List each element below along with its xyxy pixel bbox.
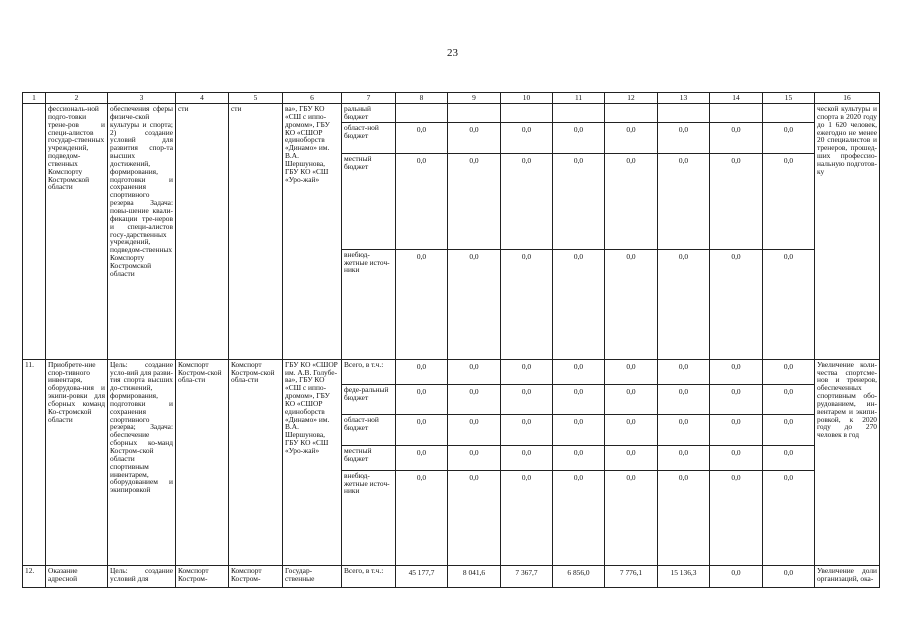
- funding-source-cell: местный бюджет: [342, 153, 396, 249]
- amount-cell: 0,0: [448, 249, 501, 359]
- amount-cell: 0,0: [501, 153, 553, 249]
- amount-cell: 0,0: [396, 359, 448, 384]
- participants-cell: ва», ГБУ КО «СШ с иппо-дромом», ГБУ КО «СШОР единоборств «Динамо» им. В.А. Шершунова, ГБУ КО «СШ «Уро-жай»: [283, 104, 342, 360]
- amount-cell: [658, 104, 710, 123]
- funding-source-cell: Всего, в т.ч.:: [342, 565, 396, 587]
- amount-cell: 0,0: [763, 153, 815, 249]
- amount-cell: 0,0: [501, 122, 553, 153]
- amount-cell: 0,0: [396, 470, 448, 565]
- participants-cell: ГБУ КО «СШОР им. А.В. Голубе-ва», ГБУ КО «СШ с иппо-дромом», ГБУ КО «СШОР единоборств «Динамо» им. В.А. Шершунова, ГБУ КО «СШ «Уро-жай»: [283, 359, 342, 565]
- column-number-11: 11: [553, 93, 605, 104]
- column-number-14: 14: [710, 93, 763, 104]
- goal-task-cell: Цель: создание усло-вий для разви-тия спорта высших до-стижений, формирования, подготовки и сохранения спортивного резерва; Задача: обеспечение сборных ко-манд Костром-ской области спортивным инвентарем, оборудованием и экипировкой: [108, 359, 176, 565]
- amount-cell: 7 776,1: [605, 565, 658, 587]
- result-indicator-cell: Увеличение коли-чества спортсме-нов и тренеров, обеспеченных спортивным обо-рудованием, ин-вентарем и экипи-ровкой, к 2020 году до 270 человек в год: [815, 359, 880, 565]
- amount-cell: 0,0: [605, 414, 658, 445]
- amount-cell: 8 041,6: [448, 565, 501, 587]
- amount-cell: 0,0: [553, 470, 605, 565]
- amount-cell: 0,0: [448, 384, 501, 414]
- amount-cell: 0,0: [710, 249, 763, 359]
- amount-cell: [710, 104, 763, 123]
- amount-cell: 0,0: [448, 470, 501, 565]
- amount-cell: 0,0: [553, 249, 605, 359]
- row-number-cell: [23, 104, 46, 360]
- executor-cell: Комспорт Костром-ской обла-сти: [229, 359, 283, 565]
- amount-cell: 0,0: [658, 122, 710, 153]
- amount-cell: 0,0: [501, 445, 553, 470]
- amount-cell: 0,0: [710, 384, 763, 414]
- amount-cell: 0,0: [396, 445, 448, 470]
- amount-cell: 0,0: [448, 122, 501, 153]
- amount-cell: 0,0: [658, 153, 710, 249]
- row-number-cell: 11.: [23, 359, 46, 565]
- amount-cell: 0,0: [710, 414, 763, 445]
- column-number-8: 8: [396, 93, 448, 104]
- amount-cell: 0,0: [396, 414, 448, 445]
- amount-cell: 0,0: [553, 359, 605, 384]
- column-number-13: 13: [658, 93, 710, 104]
- amount-cell: 0,0: [553, 122, 605, 153]
- amount-cell: 6 856,0: [553, 565, 605, 587]
- executor-cell: сти: [229, 104, 283, 360]
- customer-cell: Комспорт Костром-: [176, 565, 229, 587]
- column-number-12: 12: [605, 93, 658, 104]
- goal-task-cell: обеспечения сферы физиче-ской культуры и спорта; 2) создание условий для развития спор-та высших достижений, формирования, подготовки и сохранения спортивного резерва Задача: повы-шение квали-фикации тре-неров и специ-алистов госу-дарственных учреждений, подведом-ственных Комспорту Костромской области: [108, 104, 176, 360]
- funding-source-cell: ральный бюджет: [342, 104, 396, 123]
- amount-cell: 0,0: [658, 249, 710, 359]
- participants-cell: Государ-ственные: [283, 565, 342, 587]
- amount-cell: 0,0: [763, 445, 815, 470]
- amount-cell: 0,0: [605, 153, 658, 249]
- funding-source-cell: област-ной бюджет: [342, 122, 396, 153]
- column-number-15: 15: [763, 93, 815, 104]
- column-number-9: 9: [448, 93, 501, 104]
- funding-source-cell: внебюд-жетные источ-ники: [342, 249, 396, 359]
- row-number-cell: 12.: [23, 565, 46, 587]
- amount-cell: 0,0: [605, 384, 658, 414]
- amount-cell: 0,0: [501, 384, 553, 414]
- amount-cell: 0,0: [710, 122, 763, 153]
- executor-cell: Комспорт Костром-: [229, 565, 283, 587]
- budget-table: [22, 92, 880, 588]
- column-number-4: 4: [176, 93, 229, 104]
- amount-cell: 0,0: [448, 359, 501, 384]
- amount-cell: 0,0: [605, 359, 658, 384]
- column-number-16: 16: [815, 93, 880, 104]
- amount-cell: 0,0: [710, 445, 763, 470]
- table-row: [23, 359, 880, 384]
- amount-cell: 0,0: [553, 153, 605, 249]
- amount-cell: 45 177,7: [396, 565, 448, 587]
- event-name-cell: Приобрете-ние спор-тивного инвентаря, оборудова-ния и экипи-ровки для сборных команд Ко-стромской области: [46, 359, 108, 565]
- amount-cell: 0,0: [553, 445, 605, 470]
- column-number-row: [23, 93, 880, 104]
- amount-cell: [605, 104, 658, 123]
- column-number-1: 1: [23, 93, 46, 104]
- amount-cell: 0,0: [448, 153, 501, 249]
- amount-cell: 0,0: [658, 470, 710, 565]
- amount-cell: 0,0: [710, 359, 763, 384]
- funding-source-cell: Всего, в т.ч.:: [342, 359, 396, 384]
- amount-cell: [763, 104, 815, 123]
- customer-cell: Комспорт Костром-ской обла-сти: [176, 359, 229, 565]
- amount-cell: 0,0: [396, 122, 448, 153]
- amount-cell: [448, 104, 501, 123]
- amount-cell: 0,0: [396, 249, 448, 359]
- amount-cell: 0,0: [448, 414, 501, 445]
- funding-source-cell: местный бюджет: [342, 445, 396, 470]
- amount-cell: [396, 104, 448, 123]
- amount-cell: [501, 104, 553, 123]
- amount-cell: 0,0: [658, 359, 710, 384]
- result-indicator-cell: Увеличение доли организаций, ока-: [815, 565, 880, 587]
- amount-cell: 0,0: [710, 470, 763, 565]
- amount-cell: 0,0: [501, 249, 553, 359]
- amount-cell: 0,0: [710, 565, 763, 587]
- amount-cell: 0,0: [501, 359, 553, 384]
- amount-cell: 0,0: [658, 445, 710, 470]
- amount-cell: 0,0: [710, 153, 763, 249]
- amount-cell: 0,0: [605, 122, 658, 153]
- page-number: 23: [447, 47, 458, 59]
- table-body: [23, 93, 880, 588]
- amount-cell: 0,0: [605, 445, 658, 470]
- amount-cell: 7 367,7: [501, 565, 553, 587]
- customer-cell: сти: [176, 104, 229, 360]
- amount-cell: 0,0: [763, 122, 815, 153]
- table-row: [23, 104, 880, 123]
- goal-task-cell: Цель: создание условий для: [108, 565, 176, 587]
- amount-cell: 0,0: [763, 384, 815, 414]
- result-indicator-cell: ческой культуры и спорта в 2020 году до 1 620 человек, ежегодно не менее 20 специалистов и тренеров, прошед-ших профессио-нальную подготов-ку: [815, 104, 880, 360]
- column-number-10: 10: [501, 93, 553, 104]
- amount-cell: 15 136,3: [658, 565, 710, 587]
- column-number-6: 6: [283, 93, 342, 104]
- event-name-cell: фессиональ-ной подго-товки трене-ров и специ-алистов государ-ственных учреждений, подведом-ственных Комспорту Костромской области: [46, 104, 108, 360]
- event-name-cell: Оказание адресной: [46, 565, 108, 587]
- amount-cell: 0,0: [658, 414, 710, 445]
- amount-cell: 0,0: [605, 470, 658, 565]
- table-row: [23, 565, 880, 587]
- amount-cell: 0,0: [553, 414, 605, 445]
- amount-cell: 0,0: [553, 384, 605, 414]
- column-number-2: 2: [46, 93, 108, 104]
- amount-cell: 0,0: [763, 414, 815, 445]
- funding-source-cell: феде-ральный бюджет: [342, 384, 396, 414]
- amount-cell: 0,0: [658, 384, 710, 414]
- amount-cell: 0,0: [763, 359, 815, 384]
- amount-cell: 0,0: [605, 249, 658, 359]
- column-number-3: 3: [108, 93, 176, 104]
- funding-source-cell: област-ной бюджет: [342, 414, 396, 445]
- amount-cell: [553, 104, 605, 123]
- amount-cell: 0,0: [501, 414, 553, 445]
- funding-source-cell: внебюд-жетные источ-ники: [342, 470, 396, 565]
- amount-cell: 0,0: [763, 470, 815, 565]
- amount-cell: 0,0: [763, 249, 815, 359]
- column-number-7: 7: [342, 93, 396, 104]
- amount-cell: 0,0: [501, 470, 553, 565]
- amount-cell: 0,0: [448, 445, 501, 470]
- amount-cell: 0,0: [763, 565, 815, 587]
- column-number-5: 5: [229, 93, 283, 104]
- amount-cell: 0,0: [396, 153, 448, 249]
- amount-cell: 0,0: [396, 384, 448, 414]
